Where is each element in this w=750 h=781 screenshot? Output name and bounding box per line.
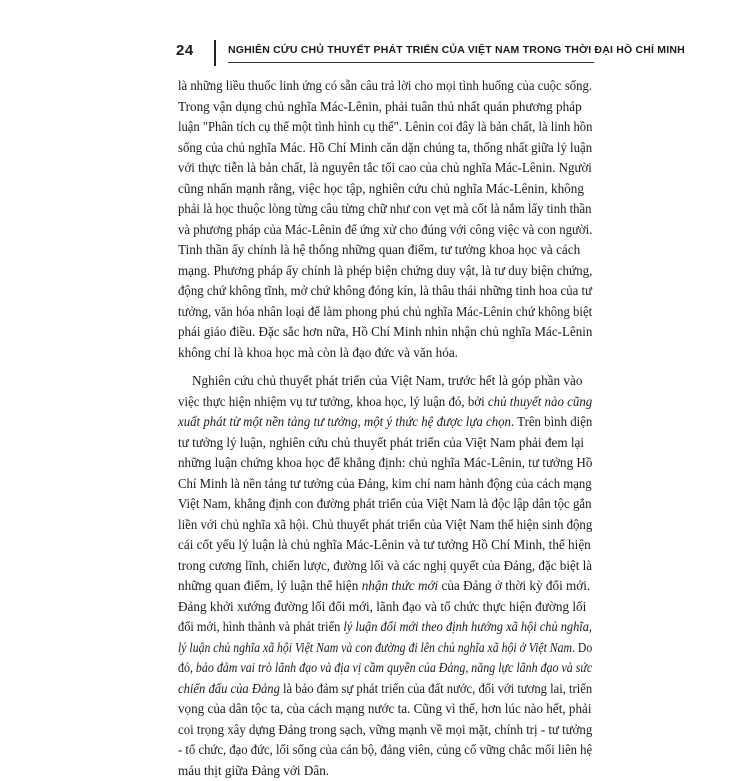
emphasis-text: lý luận chủ nghĩa xã hội Việt Nam và con đường đi lên chủ nghĩa xã hội ở Việt Nam bbox=[178, 640, 572, 655]
text-run: là bảo đảm sự phát triển của đất nước, đối với tương lai, triển bbox=[280, 681, 592, 696]
emphasis-text: chủ thuyết nào cũng bbox=[488, 394, 592, 409]
text-line: cái cốt yếu lý luận là chủ nghĩa Mác-Lênin và tư tưởng Hồ Chí Minh, thể hiện bbox=[178, 535, 592, 556]
text-run: những quan điểm, lý luận thể hiện bbox=[178, 578, 362, 593]
text-line: không chỉ là khoa học mà còn là đạo đức và văn hóa. bbox=[178, 343, 592, 364]
paragraph-1 bbox=[178, 76, 592, 363]
emphasis-text: chiến đấu của Đảng bbox=[178, 681, 280, 696]
text-line bbox=[178, 617, 592, 638]
text-line: Tinh thần ấy chính là hệ thống những quan điểm, tư tưởng khoa học và cách bbox=[178, 240, 592, 261]
text-run: đó, bbox=[178, 660, 196, 675]
paragraph-gap bbox=[178, 363, 592, 371]
text-line: vọng của dân tộc ta, của cách mạng nước ta. Cũng vì thế, hơn lúc nào hết, phải bbox=[178, 699, 592, 720]
text-line: luận "Phân tích cụ thể một tình hình cụ thể". Lênin coi đây là bản chất, là linh hồn bbox=[178, 117, 592, 138]
text-run: . Trên bình diện bbox=[511, 414, 592, 429]
text-line: Chí Minh là nền tảng tư tưởng của Đảng, kim chỉ nam hành động của cách mạng bbox=[178, 474, 592, 495]
emphasis-text: lý luận đổi mới theo định hướng xã hội chủ nghĩa, bbox=[343, 619, 592, 634]
text-line: Nghiên cứu chủ thuyết phát triển của Việt Nam, trước hết là góp phần vào bbox=[178, 371, 592, 392]
text-line bbox=[178, 658, 592, 679]
text-line: máu thịt giữa Đảng với Dân. bbox=[178, 761, 592, 781]
text-line: phải là học thuộc lòng từng câu từng chữ như con vẹt mà cốt là nắm lấy tinh thần bbox=[178, 199, 592, 220]
text-run: đổi mới, hình thành và phát triển bbox=[178, 619, 343, 634]
text-line: trong cương lĩnh, chiến lược, đường lối và các nghị quyết của Đảng, đặc biệt là bbox=[178, 556, 592, 577]
header-underline bbox=[228, 62, 594, 63]
text-line: sống của chủ nghĩa Mác. Hồ Chí Minh căn dặn chúng ta, thống nhất giữa lý luận bbox=[178, 138, 592, 159]
text-line bbox=[178, 638, 592, 659]
running-title: NGHIÊN CỨU CHỦ THUYẾT PHÁT TRIỂN CỦA VIỆT NAM TRONG THỜI ĐẠI HỒ CHÍ MINH bbox=[228, 44, 685, 56]
header-divider bbox=[214, 40, 216, 66]
text-line: phái giáo điều. Đặc sắc hơn nữa, Hồ Chí Minh nhìn nhận chủ nghĩa Mác-Lênin bbox=[178, 322, 592, 343]
text-line: những luận chứng khoa học để khẳng định: chủ nghĩa Mác-Lênin, tư tưởng Hồ bbox=[178, 453, 592, 474]
text-line bbox=[178, 392, 592, 413]
text-line: tưởng, văn hóa nhân loại để làm phong phú chủ nghĩa Mác-Lênin chứ không biệt bbox=[178, 302, 592, 323]
text-line: - tổ chức, đạo đức, lối sống của cán bộ, đảng viên, củng cố vững chắc mối liên hệ bbox=[178, 740, 592, 761]
text-run: của Đảng ở thời kỳ đổi mới. bbox=[438, 578, 590, 593]
text-line: liền với chủ nghĩa xã hội. Chủ thuyết phát triển của Việt Nam thể hiện sinh động bbox=[178, 515, 592, 536]
text-line: động chứ không tĩnh, mở chứ không đóng kín, là thâu thái những tinh hoa của tư bbox=[178, 281, 592, 302]
text-line: với thực tiễn là bản chất, là nguyên tắc tối cao của chủ nghĩa Mác-Lênin. Người bbox=[178, 158, 592, 179]
text-line bbox=[178, 576, 592, 597]
text-line: tư tưởng lý luận, nghiên cứu chủ thuyết phát triển của Việt Nam phải đem lại bbox=[178, 433, 592, 454]
page-number: 24 bbox=[176, 42, 194, 59]
emphasis-text: nhận thức mới bbox=[362, 578, 439, 593]
body-text bbox=[178, 76, 592, 781]
text-line: mạng. Phương pháp ấy chính là phép biện chứng duy vật, là tư duy biện chứng, bbox=[178, 261, 592, 282]
page-header bbox=[176, 40, 596, 68]
text-run: việc thực hiện nhiệm vụ tư tưởng, khoa học, lý luận đó, bởi bbox=[178, 394, 488, 409]
text-line bbox=[178, 412, 592, 433]
text-line: cũng nhấn mạnh rằng, việc học tập, nghiên cứu chủ nghĩa Mác-Lênin, không bbox=[178, 179, 592, 200]
text-line: Việt Nam, khẳng định con đường phát triển của Việt Nam là độc lập dân tộc gắn bbox=[178, 494, 592, 515]
emphasis-text: bảo đảm vai trò lãnh đạo và địa vị cầm quyền của Đảng, năng lực lãnh đạo và sức bbox=[196, 660, 592, 675]
text-line: Trong vận dụng chủ nghĩa Mác-Lênin, phải tuân thủ nhất quán phương pháp bbox=[178, 97, 592, 118]
text-line: và phương pháp của Mác-Lênin để ứng xử cho đúng với công việc và con người. bbox=[178, 220, 592, 241]
text-line bbox=[178, 679, 592, 700]
text-line: là những liều thuốc linh ứng có sẵn câu trả lời cho mọi tình huống của cuộc sống. bbox=[178, 76, 592, 97]
text-line: coi trọng xây dựng Đảng trong sạch, vững mạnh về mọi mặt, chính trị - tư tưởng bbox=[178, 720, 592, 741]
paragraph-2 bbox=[178, 371, 592, 781]
text-line: Đảng khởi xướng đường lối đổi mới, lãnh đạo và tổ chức thực hiện đường lối bbox=[178, 597, 592, 618]
emphasis-text: xuất phát từ một nền tảng tư tưởng, một ý thức hệ được lựa chọn bbox=[178, 414, 511, 429]
text-run: . Do bbox=[572, 640, 592, 655]
